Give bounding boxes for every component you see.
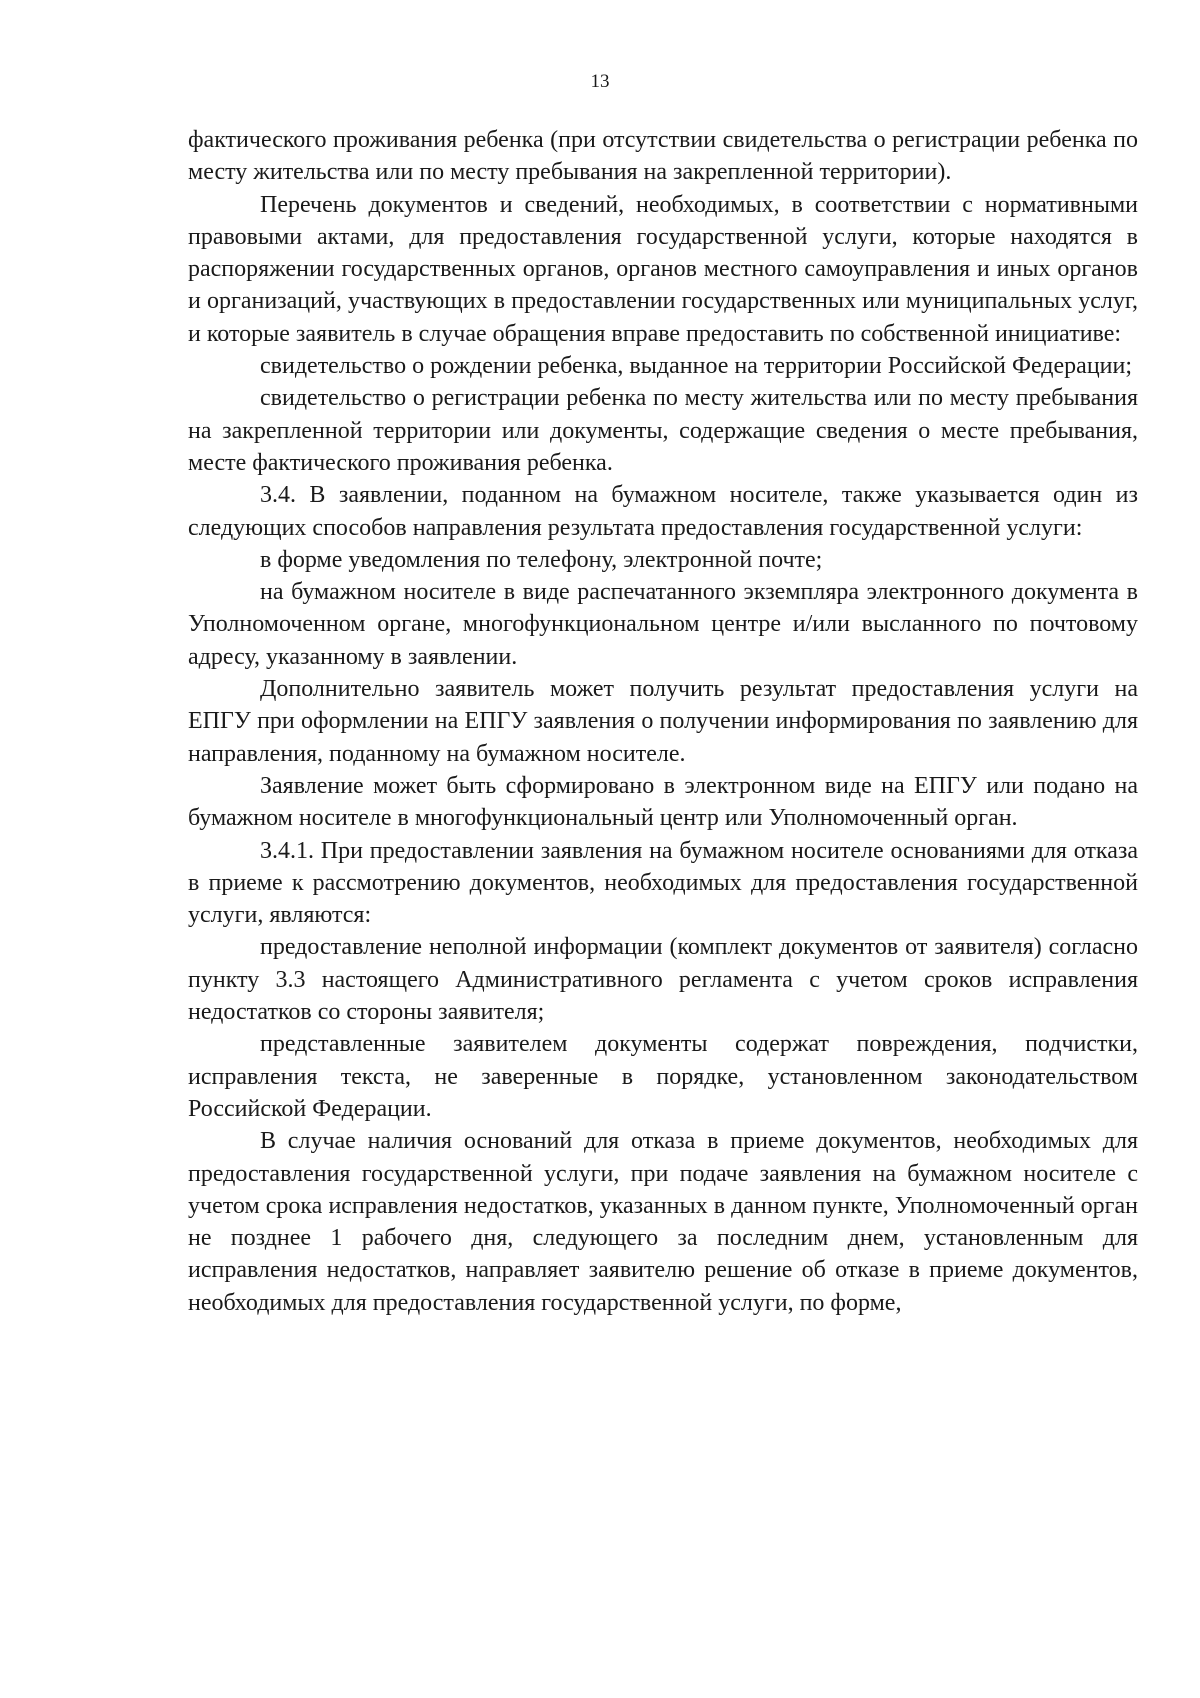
paragraph: 3.4. В заявлении, поданном на бумажном носителе, также указывается один из следующих способов направления результата предоставления государственной услуги:: [188, 482, 1138, 541]
paragraph: Заявление может быть сформировано в электронном виде на ЕПГУ или подано на бумажном носителе в многофункциональный центр или Уполномоченный орган.: [188, 772, 1138, 832]
paragraph: 3.4.1. При предоставлении заявления на бумажном носителе основаниями для отказа в приеме к рассмотрению документов, необходимых для предоставления государственной услуги, являются:: [188, 837, 1138, 929]
paragraph: свидетельство о рождении ребенка, выданное на территории Российской Федерации;: [260, 353, 1133, 380]
document-body: [188, 124, 1138, 1319]
page-number: 13: [590, 71, 610, 92]
paragraph: свидетельство о регистрации ребенка по месту жительства или по месту пребывания на закрепленной территории или документы, содержащие сведения о месте пребывания, месте фактического проживания ребенка.: [188, 385, 1138, 476]
paragraph: фактического проживания ребенка (при отсутствии свидетельства о регистрации ребенка по месту жительства или по месту пребывания на закрепленной территории).: [188, 127, 1138, 186]
paragraph: Дополнительно заявитель может получить результат предоставления услуги на ЕПГУ при оформлении на ЕПГУ заявления о получении информирования по заявлению для направления, поданному на бумажном носителе.: [188, 676, 1138, 767]
paragraph: на бумажном носителе в виде распечатанного экземпляра электронного документа в Уполномоченном органе, многофункциональном центре и/или высланного по почтовому адресу, указанному в заявлении.: [188, 579, 1138, 670]
paragraph: Перечень документов и сведений, необходимых, в соответствии с нормативными правовыми актами, для предоставления государственной услуги, которые находятся в распоряжении государственных органов, органов местного самоуправления и иных органов и организаций, участвующих в предоставлении государственных или муниципальных услуг, и которые заявитель в случае обращения вправе предоставить по собственной инициативе:: [188, 191, 1138, 347]
paragraph: в форме уведомления по телефону, электронной почте;: [260, 546, 823, 573]
paragraph: предоставление неполной информации (комплект документов от заявителя) согласно пункту 3.3 настоящего Административного регламента с учетом сроков исправления недостатков со стороны заявителя;: [188, 934, 1138, 1026]
paragraph: В случае наличия оснований для отказа в приеме документов, необходимых для предоставления государственной услуги, при подаче заявления на бумажном носителе с учетом срока исправления недостатков, указанных в данном пункте, Уполномоченный орган не позднее 1 рабочего дня, следующего за последним днем, установленным для исправления недостатков, направляет заявителю решение об отказе в приеме документов, необходимых для предоставления государственной услуги, по форме,: [188, 1128, 1138, 1316]
paragraph: представленные заявителем документы содержат повреждения, подчистки, исправления текста, не заверенные в порядке, установленном законодательством Российской Федерации.: [188, 1031, 1138, 1122]
